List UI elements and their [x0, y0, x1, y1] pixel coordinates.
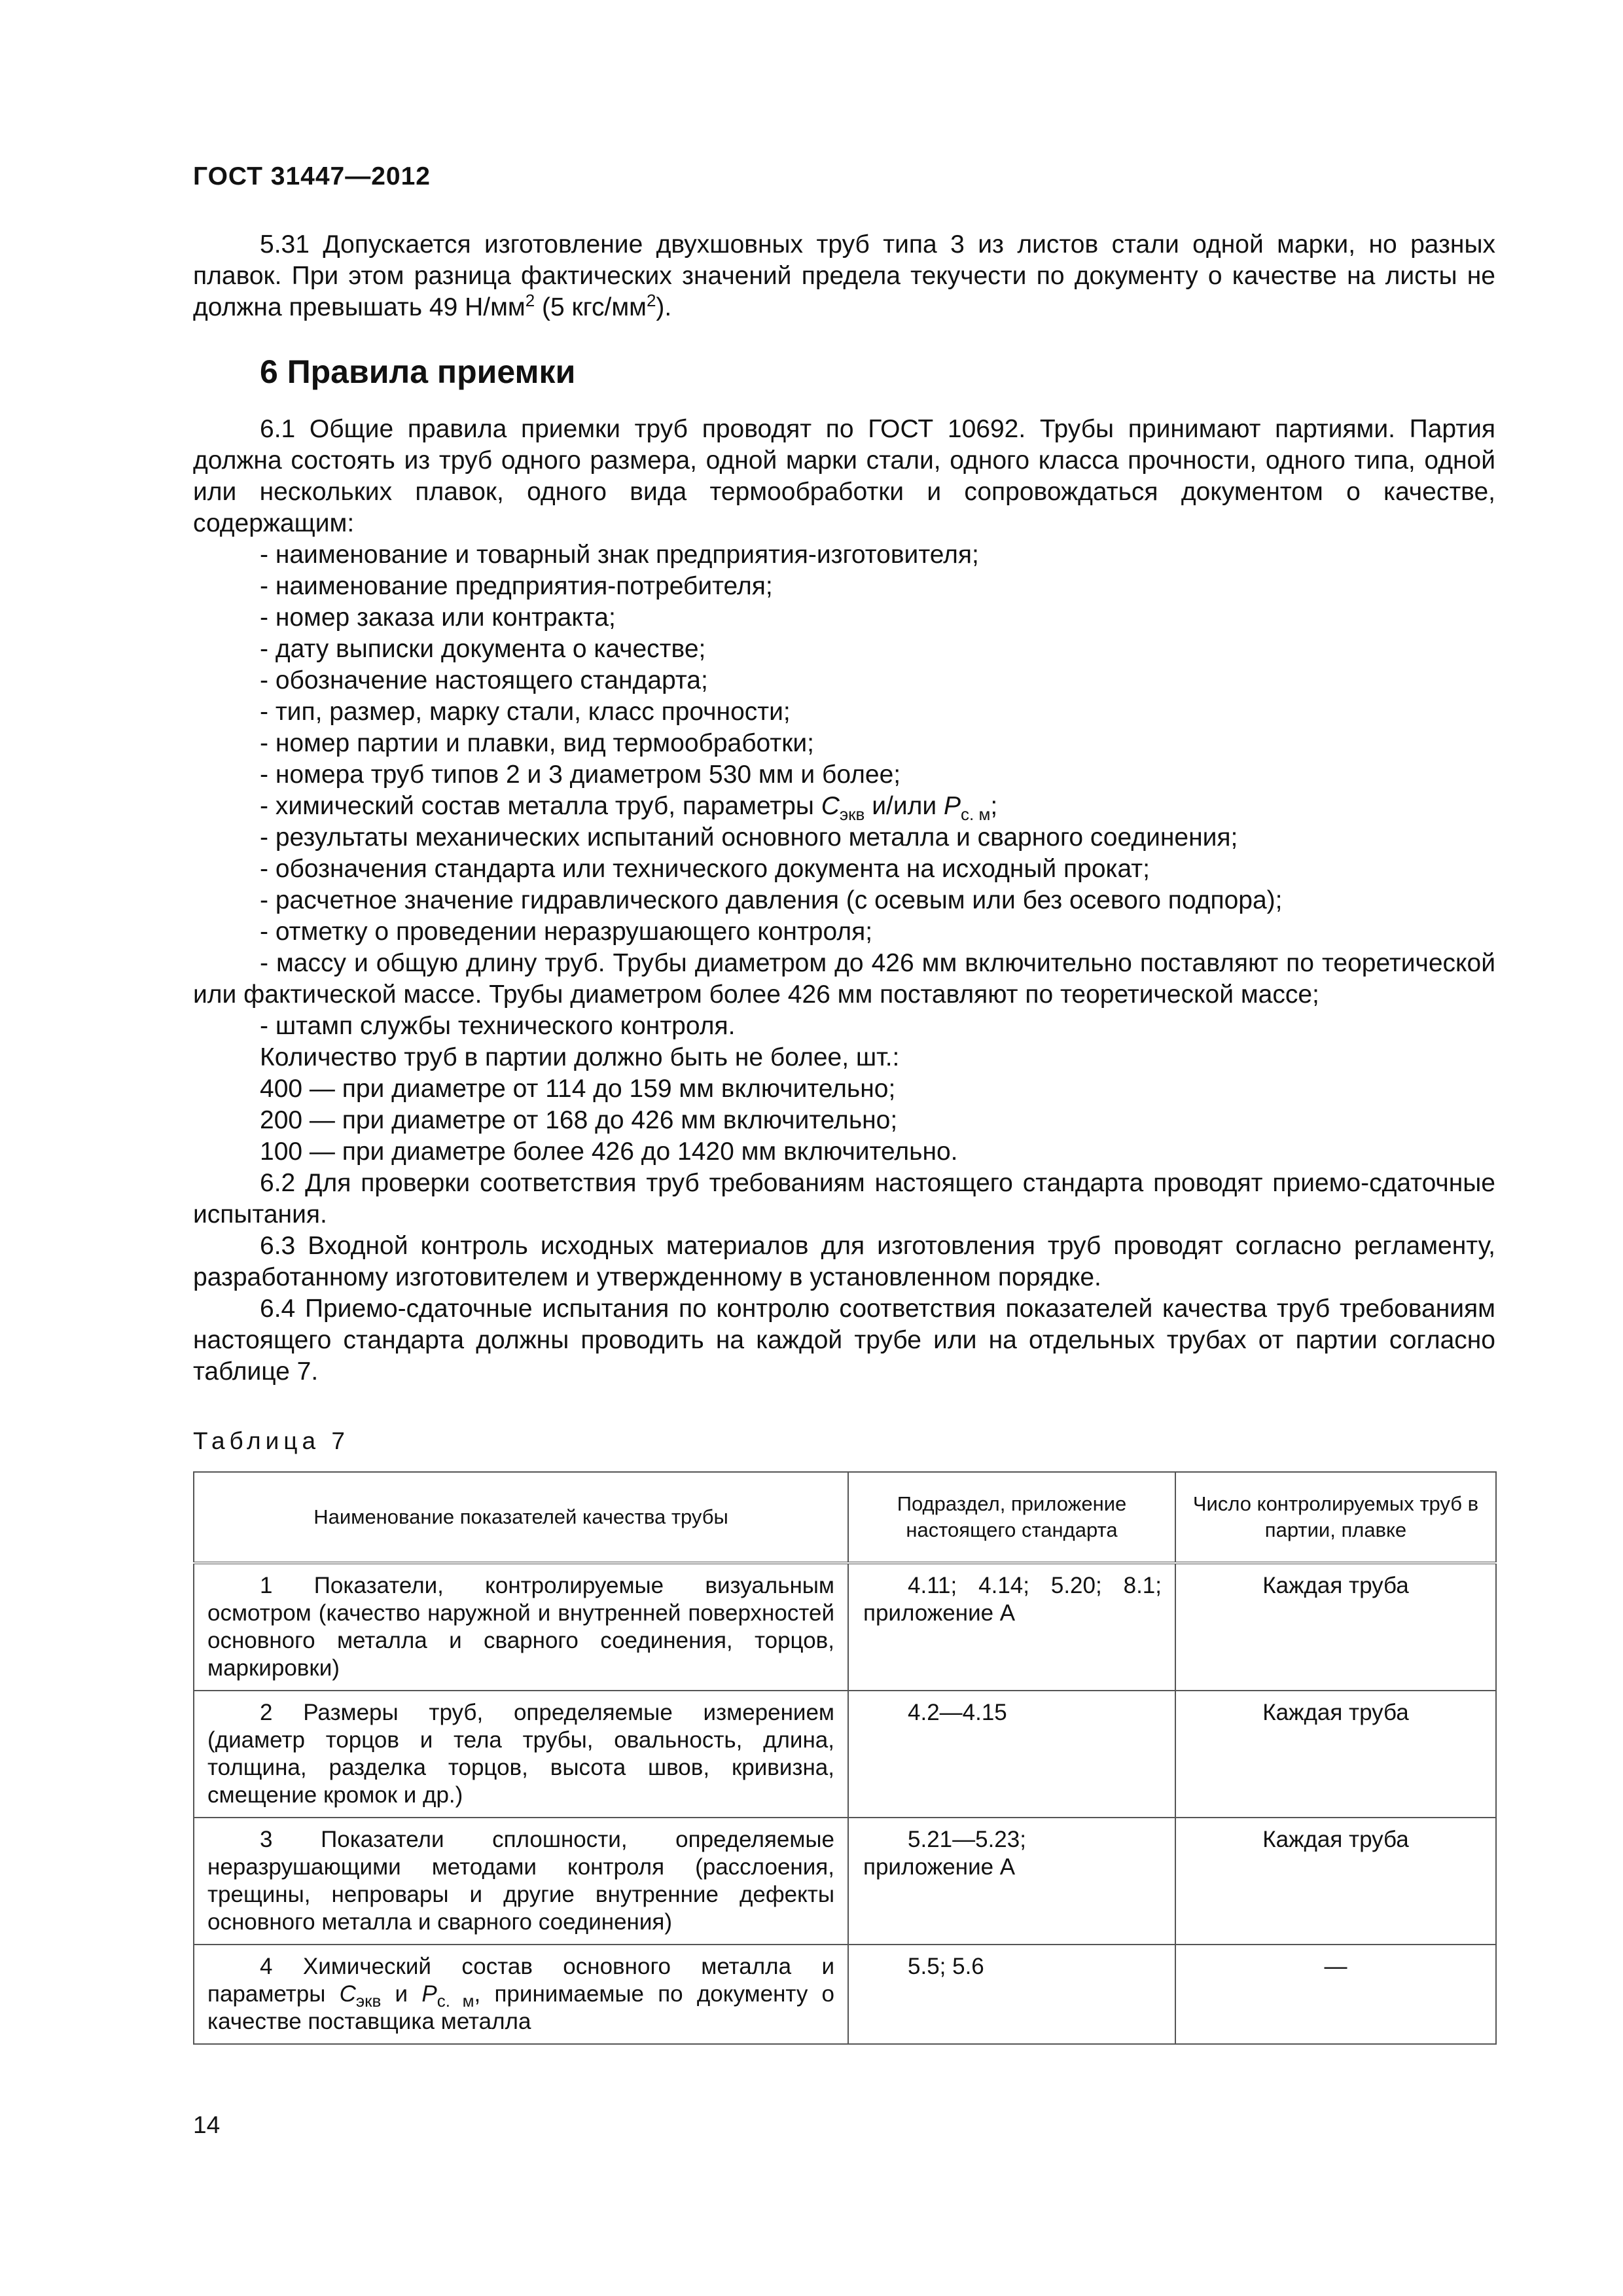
paragraph-6-2: 6.2 Для проверки соответствия труб требованиям настоящего стандарта проводят приемо-сдаточные испытания.	[193, 1169, 1495, 1229]
paragraph-6-3: 6.3 Входной контроль исходных материалов для изготовления труб проводят согласно регламенту, разработанному изготовителем и утвержденному в установленном порядке.	[193, 1232, 1495, 1291]
table-cell	[848, 1563, 1175, 1691]
symbol-p: P	[943, 792, 961, 820]
table-row	[194, 1945, 1496, 2044]
table-7	[193, 1471, 1497, 2045]
cell-text: 4.2—4.15	[908, 1700, 1007, 1725]
list-item: - отметку о проведении неразрушающего контроля;	[260, 918, 873, 946]
list-item: - наименование и товарный знак предприятия-изготовителя;	[260, 541, 979, 569]
symbol-p: P	[421, 1981, 437, 2007]
table-cell: Каждая труба	[1175, 1818, 1496, 1945]
list-item: - штамп службы технического контроля.	[260, 1012, 736, 1040]
cell-text: 2 Размеры труб, определяемые измерением (диаметр торцов и тела трубы, овальность, длина, толщина, разделка торцов, высота швов, кривизна, смещение кромок и др.)	[207, 1700, 834, 1808]
chem-text-end: ;	[990, 792, 998, 820]
chem-text-mid: и/или	[865, 792, 944, 820]
subscript: с. м	[437, 1991, 474, 2011]
superscript: 2	[525, 291, 535, 310]
table-cell	[194, 1563, 848, 1691]
chem-text: - химический состав металла труб, параметры	[260, 792, 821, 820]
document-body	[193, 229, 1495, 2045]
symbol-c: C	[339, 1981, 356, 2007]
table-row	[194, 1563, 1496, 1691]
cell-text-part: , принимаемые по документу о качестве поставщика металла	[207, 1981, 835, 2034]
table-cell	[194, 1691, 848, 1818]
table-cell	[848, 1818, 1175, 1945]
quantity-line: 400 — при диаметре от 114 до 159 мм включительно;	[260, 1075, 896, 1103]
table-cell: Каждая труба	[1175, 1563, 1496, 1691]
list-item-mass: - массу и общую длину труб. Трубы диаметром до 426 мм включительно поставляют по теоретической или фактической массе. Трубы диаметром более 426 мм поставляют по теоретической массе;	[193, 949, 1495, 1009]
list-item: - расчетное значение гидравлического давления (с осевым или без осевого подпора);	[260, 886, 1283, 914]
list-item: - номер партии и плавки, вид термообработки;	[260, 729, 814, 757]
subscript: экв	[839, 804, 865, 824]
cell-text-part: и	[381, 1981, 422, 2007]
paragraph-5-31	[193, 229, 1495, 323]
table-caption: Таблица 7	[193, 1427, 349, 1454]
table-row	[194, 1818, 1496, 1945]
column-header: Наименование показателей качества трубы	[194, 1472, 848, 1563]
quantity-line: 200 — при диаметре от 168 до 426 мм включительно;	[260, 1106, 898, 1134]
list-item: - результаты механических испытаний основного металла и сварного соединения;	[260, 823, 1238, 852]
table-cell	[194, 1818, 848, 1945]
list-item: - дату выписки документа о качестве;	[260, 635, 706, 663]
table-cell	[848, 1691, 1175, 1818]
document-header: ГОСТ 31447—2012	[193, 162, 431, 190]
table-cell	[848, 1945, 1175, 2044]
symbol-c: C	[821, 792, 840, 820]
column-header: Подраздел, приложение настоящего стандарта	[848, 1472, 1175, 1563]
page-number: 14	[193, 2111, 221, 2138]
column-header: Число контролируемых труб в партии, плавке	[1175, 1472, 1496, 1563]
cell-text-part: 4 Химический состав основного металла и параметры	[207, 1954, 834, 2007]
paragraph-5-31-text-end: ).	[656, 293, 672, 321]
paragraph-5-31-text: 5.31 Допускается изготовление двухшовных труб типа 3 из листов стали одной марки, но разных плавок. При этом разница фактических значений предела текучести по документу о качестве на листы не должна превышать 49 Н/мм	[193, 230, 1495, 321]
list-item: - номер заказа или контракта;	[260, 603, 616, 632]
cell-text	[207, 1953, 834, 2036]
cell-text: 1 Показатели, контролируемые визуальным осмотром (качество наружной и внутренней поверхностей основного металла и сварного соединения, торцов, маркировки)	[207, 1573, 834, 1681]
table-cell: —	[1175, 1945, 1496, 2044]
subscript: экв	[355, 1991, 382, 2011]
cell-text: 5.21—5.23; приложение А	[863, 1827, 1026, 1880]
list-item: - тип, размер, марку стали, класс прочности;	[260, 698, 791, 726]
paragraph-5-31-text-mid: (5 кгс/мм	[535, 293, 647, 321]
cell-text: 5.5; 5.6	[908, 1954, 984, 1979]
superscript: 2	[646, 291, 656, 310]
quantity-line: 100 — при диаметре более 426 до 1420 мм включительно.	[260, 1138, 958, 1166]
list-item: - обозначения стандарта или технического документа на исходный прокат;	[260, 855, 1150, 883]
list-item: - номера труб типов 2 и 3 диаметром 530 мм и более;	[260, 761, 901, 789]
list-item: - обозначение настоящего стандарта;	[260, 666, 708, 694]
table-row	[194, 1691, 1496, 1818]
list-item-chemical	[193, 791, 1495, 822]
table-cell	[194, 1945, 848, 2044]
section-6-title: 6 Правила приемки	[260, 353, 576, 390]
table-header-row	[194, 1472, 1496, 1563]
table-cell: Каждая труба	[1175, 1691, 1496, 1818]
quantity-intro: Количество труб в партии должно быть не более, шт.:	[260, 1043, 900, 1071]
cell-text: 4.11; 4.14; 5.20; 8.1; приложение А	[863, 1573, 1162, 1626]
list-item: - наименование предприятия-потребителя;	[260, 572, 773, 600]
paragraph-6-4: 6.4 Приемо-сдаточные испытания по контролю соответствия показателей качества труб требованиям настоящего стандарта должны проводить на каждой трубе или на отдельных трубах от партии согласно таблице 7.	[193, 1295, 1495, 1386]
cell-text: 3 Показатели сплошности, определяемые неразрушающими методами контроля (расслоения, трещины, непровары и другие внутренние дефекты основного металла и сварного соединения)	[207, 1827, 834, 1935]
subscript: с. м	[961, 804, 991, 824]
paragraph-6-1: 6.1 Общие правила приемки труб проводят по ГОСТ 10692. Трубы принимают партиями. Партия должна состоять из труб одного размера, одной марки стали, одного класса прочности, одного типа, одной или нескольких плавок, одного вида термообработки и сопровождаться документом о качестве, содержащим:	[193, 415, 1495, 537]
